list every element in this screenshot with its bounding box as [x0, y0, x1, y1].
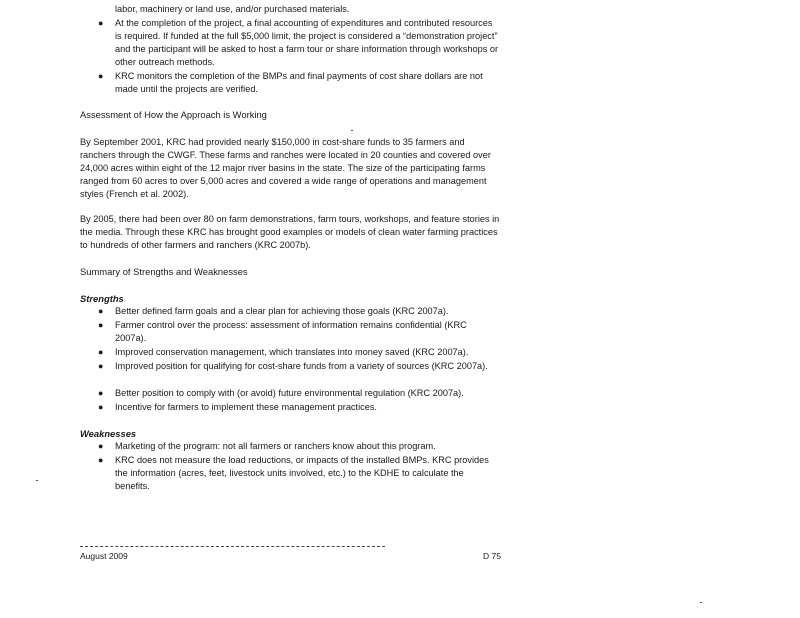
list-item [98, 387, 500, 400]
paragraph-assessment-2: By 2005, there had been over 80 on farm demonstrations, farm tours, workshops, and feature stories in the media. Through these KRC has brought good examples or models of clean water farming practices to hundreds of other farmers and ranchers (KRC 2007b). [80, 214, 500, 250]
bullet-text: Better position to comply with (or avoid) future environmental regulation (KRC 2007a). [115, 388, 464, 398]
scan-speck [351, 130, 353, 131]
bullet-icon: ● [98, 306, 104, 316]
bullet-text: KRC does not measure the load reductions, or impacts of the installed BMPs. KRC provides the information (acres, feet, livestock units involved, etc.) to the KDHE to calculate the benefits. [115, 455, 489, 491]
bullet-text: At the completion of the project, a final accounting of expenditures and contributed resources is required. If funded at the full $5,000 limit, the project is considered a “demonstration project” and the participant will be asked to host a farm tour or share information through workshops or other outreach methods. [115, 18, 499, 67]
footer-date: August 2009 [80, 551, 128, 561]
list-item-continuation [115, 3, 500, 16]
section-heading-assessment: Assessment of How the Approach is Working [80, 109, 267, 120]
list-item [98, 319, 500, 345]
bullet-icon: ● [98, 320, 104, 330]
list-item [98, 346, 500, 359]
scan-speck [700, 602, 702, 603]
bullet-icon: ● [98, 455, 104, 465]
footer-divider [80, 546, 385, 547]
bullet-text: Better defined farm goals and a clear plan for achieving those goals (KRC 2007a). [115, 306, 449, 316]
bullet-text: labor, machinery or land use, and/or purchased materials. [115, 4, 350, 14]
scan-speck [36, 480, 38, 481]
bullet-icon: ● [98, 361, 104, 371]
bullet-icon: ● [98, 71, 104, 81]
strengths-label: Strengths [80, 293, 124, 304]
bullet-text: Farmer control over the process: assessment of information remains confidential (KRC 2007a). [115, 320, 467, 343]
list-item [98, 440, 500, 453]
bullet-text: Improved position for qualifying for cost-share funds from a variety of sources (KRC 2007a). [115, 361, 488, 371]
section-heading-summary: Summary of Strengths and Weaknesses [80, 266, 248, 277]
list-item [98, 360, 500, 373]
list-item [98, 454, 500, 493]
bullet-text: Improved conservation management, which translates into money saved (KRC 2007a). [115, 347, 469, 357]
bullet-icon: ● [98, 388, 104, 398]
paragraph-assessment-1: By September 2001, KRC had provided nearly $150,000 in cost-share funds to 35 farmers and ranchers through the CWGF. These farms and ranches were located in 20 counties and covered over 24,000 acres within eight of the 12 major river basins in the state. The size of the participating farms ranged from 60 acres to over 5,000 acres and covered a wide range of operations and management styles (French et al. 2002). [80, 137, 491, 199]
bullet-icon: ● [98, 441, 104, 451]
bullet-text: Marketing of the program: not all farmers or ranchers know about this program. [115, 441, 436, 451]
list-item [98, 305, 500, 318]
bullet-text: KRC monitors the completion of the BMPs and final payments of cost share dollars are not made until the projects are verified. [115, 71, 483, 94]
weaknesses-label: Weaknesses [80, 428, 137, 439]
list-item [98, 70, 500, 96]
list-item [98, 17, 500, 69]
bullet-icon: ● [98, 347, 104, 357]
list-item [98, 401, 500, 414]
bullet-text: Incentive for farmers to implement these management practices. [115, 402, 377, 412]
bullet-icon: ● [98, 18, 104, 28]
bullet-icon: ● [98, 402, 104, 412]
footer-page-number: D 75 [483, 551, 501, 561]
